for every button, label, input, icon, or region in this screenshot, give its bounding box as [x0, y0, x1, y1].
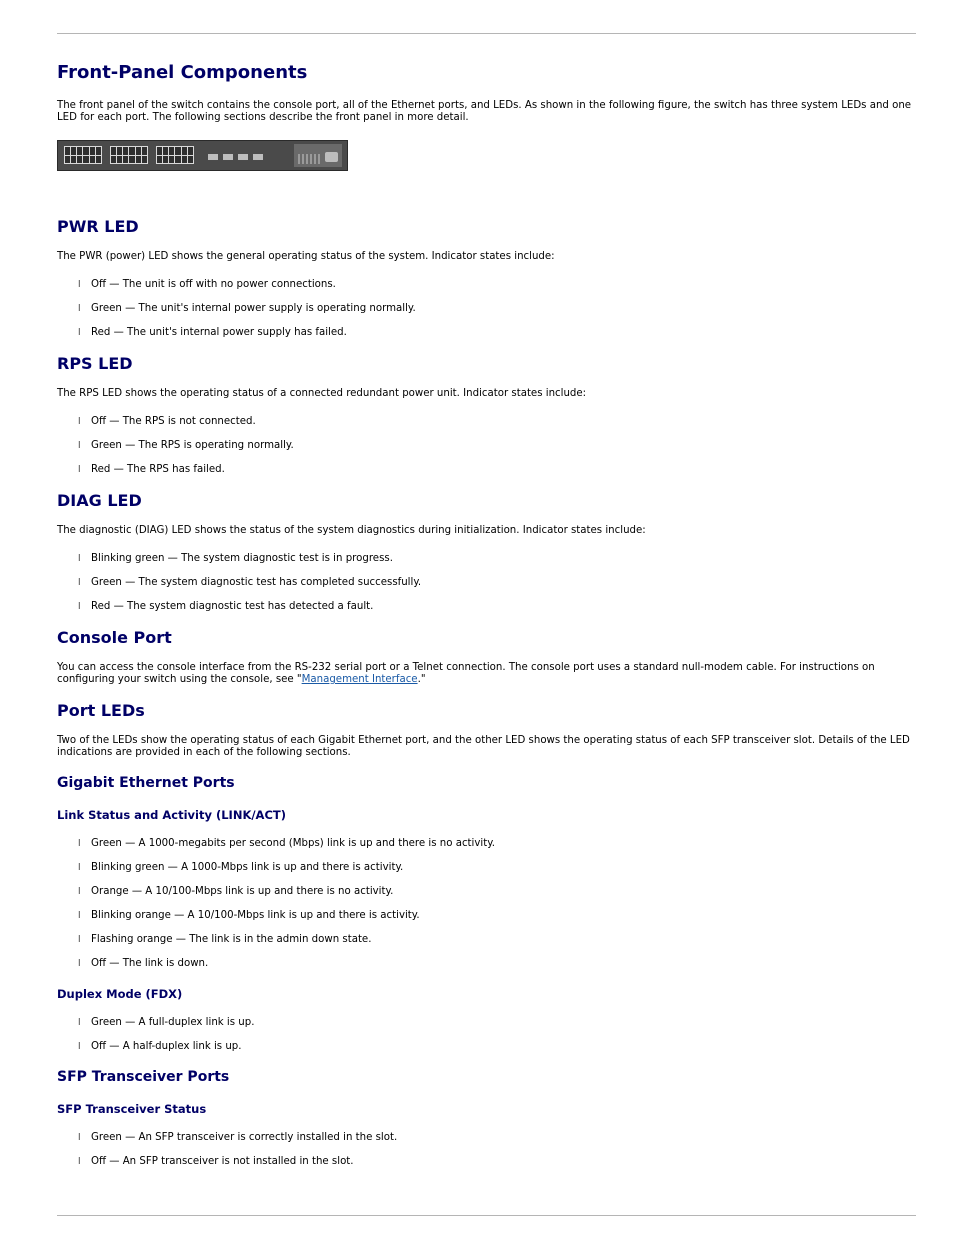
duplex-mode-heading: Duplex Mode (FDX): [57, 987, 183, 1001]
list-item: l Orange — A 10/100-Mbps link is up and there is no activity.: [78, 886, 394, 897]
intro-paragraph: The front panel of the switch contains the console port, all of the Ethernet ports, and LEDs. As shown in the following figure, the switch has three system LEDs and one LED for each port. The following sections describe the front panel in more detail.: [57, 100, 912, 123]
bullet-icon: l: [78, 441, 81, 451]
list-item: l Blinking green — The system diagnostic test is in progress.: [78, 553, 393, 564]
list-item: l Blinking green — A 1000-Mbps link is up and there is activity.: [78, 862, 404, 873]
led-indicators: [298, 154, 322, 164]
bullet-icon: l: [78, 839, 81, 849]
list-item: l Green — The system diagnostic test has completed successfully.: [78, 577, 422, 588]
console-port-graphic: [325, 152, 338, 162]
rps-led-heading: RPS LED: [57, 354, 133, 373]
list-item: l Off — The unit is off with no power connections.: [78, 279, 336, 290]
bullet-icon: l: [78, 935, 81, 945]
gigabit-ports-heading: Gigabit Ethernet Ports: [57, 775, 235, 791]
port-block-3: [156, 146, 194, 164]
bullet-icon: l: [78, 1018, 81, 1028]
led-panel: [294, 144, 342, 167]
diag-led-list: [57, 553, 916, 613]
sfp-slot: [208, 154, 218, 160]
list-item: l Off — The link is down.: [78, 958, 209, 969]
bullet-icon: l: [78, 554, 81, 564]
pwr-led-text: The PWR (power) LED shows the general operating status of the system. Indicator states include:: [57, 251, 555, 262]
list-item: l Off — An SFP transceiver is not installed in the slot.: [78, 1156, 354, 1167]
rps-led-list: [57, 416, 916, 476]
main-content: [57, 60, 916, 1168]
list-item: l Red — The RPS has failed.: [78, 464, 225, 475]
switch-front-panel-image: [57, 140, 348, 171]
management-interface-link[interactable]: Management Interface: [301, 674, 418, 685]
bullet-icon: l: [78, 911, 81, 921]
list-item: l Flashing orange — The link is in the admin down state.: [78, 934, 372, 945]
rps-led-text: The RPS LED shows the operating status of a connected redundant power unit. Indicator states include:: [57, 388, 587, 399]
sfp-status-heading: SFP Transceiver Status: [57, 1102, 207, 1116]
pwr-led-list: [57, 279, 916, 339]
sfp-slot: [238, 154, 248, 160]
list-item: l Green — An SFP transceiver is correctly installed in the slot.: [78, 1132, 398, 1143]
page-title: Front-Panel Components: [57, 62, 308, 83]
bullet-icon: l: [78, 1157, 81, 1167]
duplex-mode-list: [57, 1017, 916, 1053]
top-divider: [57, 33, 916, 34]
list-item: l Green — The RPS is operating normally.: [78, 440, 294, 451]
bullet-icon: l: [78, 328, 81, 338]
bullet-icon: l: [78, 887, 81, 897]
bullet-icon: l: [78, 863, 81, 873]
console-port-heading: Console Port: [57, 628, 172, 647]
bullet-icon: l: [78, 1133, 81, 1143]
port-leds-text: Two of the LEDs show the operating status of each Gigabit Ethernet port, and the other LED shows the operating status of each SFP transceiver slot. Details of the LED indications are provided in each of the following sections.: [57, 735, 910, 758]
list-item: l Red — The unit's internal power supply has failed.: [78, 327, 347, 338]
diag-led-heading: DIAG LED: [57, 491, 142, 510]
bullet-icon: l: [78, 602, 81, 612]
port-block-2: [110, 146, 148, 164]
console-port-text: You can access the console interface from the RS-232 serial port or a Telnet connection. The console port uses a standard null-modem cable. For instructions on configuring your switch using the console, see "Management Interface.": [57, 662, 875, 685]
diag-led-text: The diagnostic (DIAG) LED shows the status of the system diagnostics during initialization. Indicator states include:: [57, 525, 646, 536]
list-item: l Blinking orange — A 10/100-Mbps link is up and there is activity.: [78, 910, 420, 921]
list-item: l Green — A full-duplex link is up.: [78, 1017, 255, 1028]
list-item: l Green — A 1000-megabits per second (Mbps) link is up and there is no activity.: [78, 838, 496, 849]
bullet-icon: l: [78, 465, 81, 475]
list-item: l Green — The unit's internal power supply is operating normally.: [78, 303, 416, 314]
link-act-heading: Link Status and Activity (LINK/ACT): [57, 808, 286, 822]
list-item: l Off — A half-duplex link is up.: [78, 1041, 242, 1052]
bullet-icon: l: [78, 959, 81, 969]
bullet-icon: l: [78, 304, 81, 314]
port-leds-heading: Port LEDs: [57, 701, 145, 720]
bullet-icon: l: [78, 417, 81, 427]
sfp-slot: [223, 154, 233, 160]
sfp-status-list: [57, 1132, 916, 1168]
pwr-led-heading: PWR LED: [57, 217, 139, 236]
list-item: l Red — The system diagnostic test has detected a fault.: [78, 601, 374, 612]
bullet-icon: l: [78, 578, 81, 588]
bullet-icon: l: [78, 280, 81, 290]
bullet-icon: l: [78, 1042, 81, 1052]
bottom-divider: [57, 1215, 916, 1216]
list-item: l Off — The RPS is not connected.: [78, 416, 256, 427]
link-act-list: [57, 838, 916, 970]
sfp-slot: [253, 154, 263, 160]
port-block-1: [64, 146, 102, 164]
sfp-ports-heading: SFP Transceiver Ports: [57, 1069, 230, 1085]
